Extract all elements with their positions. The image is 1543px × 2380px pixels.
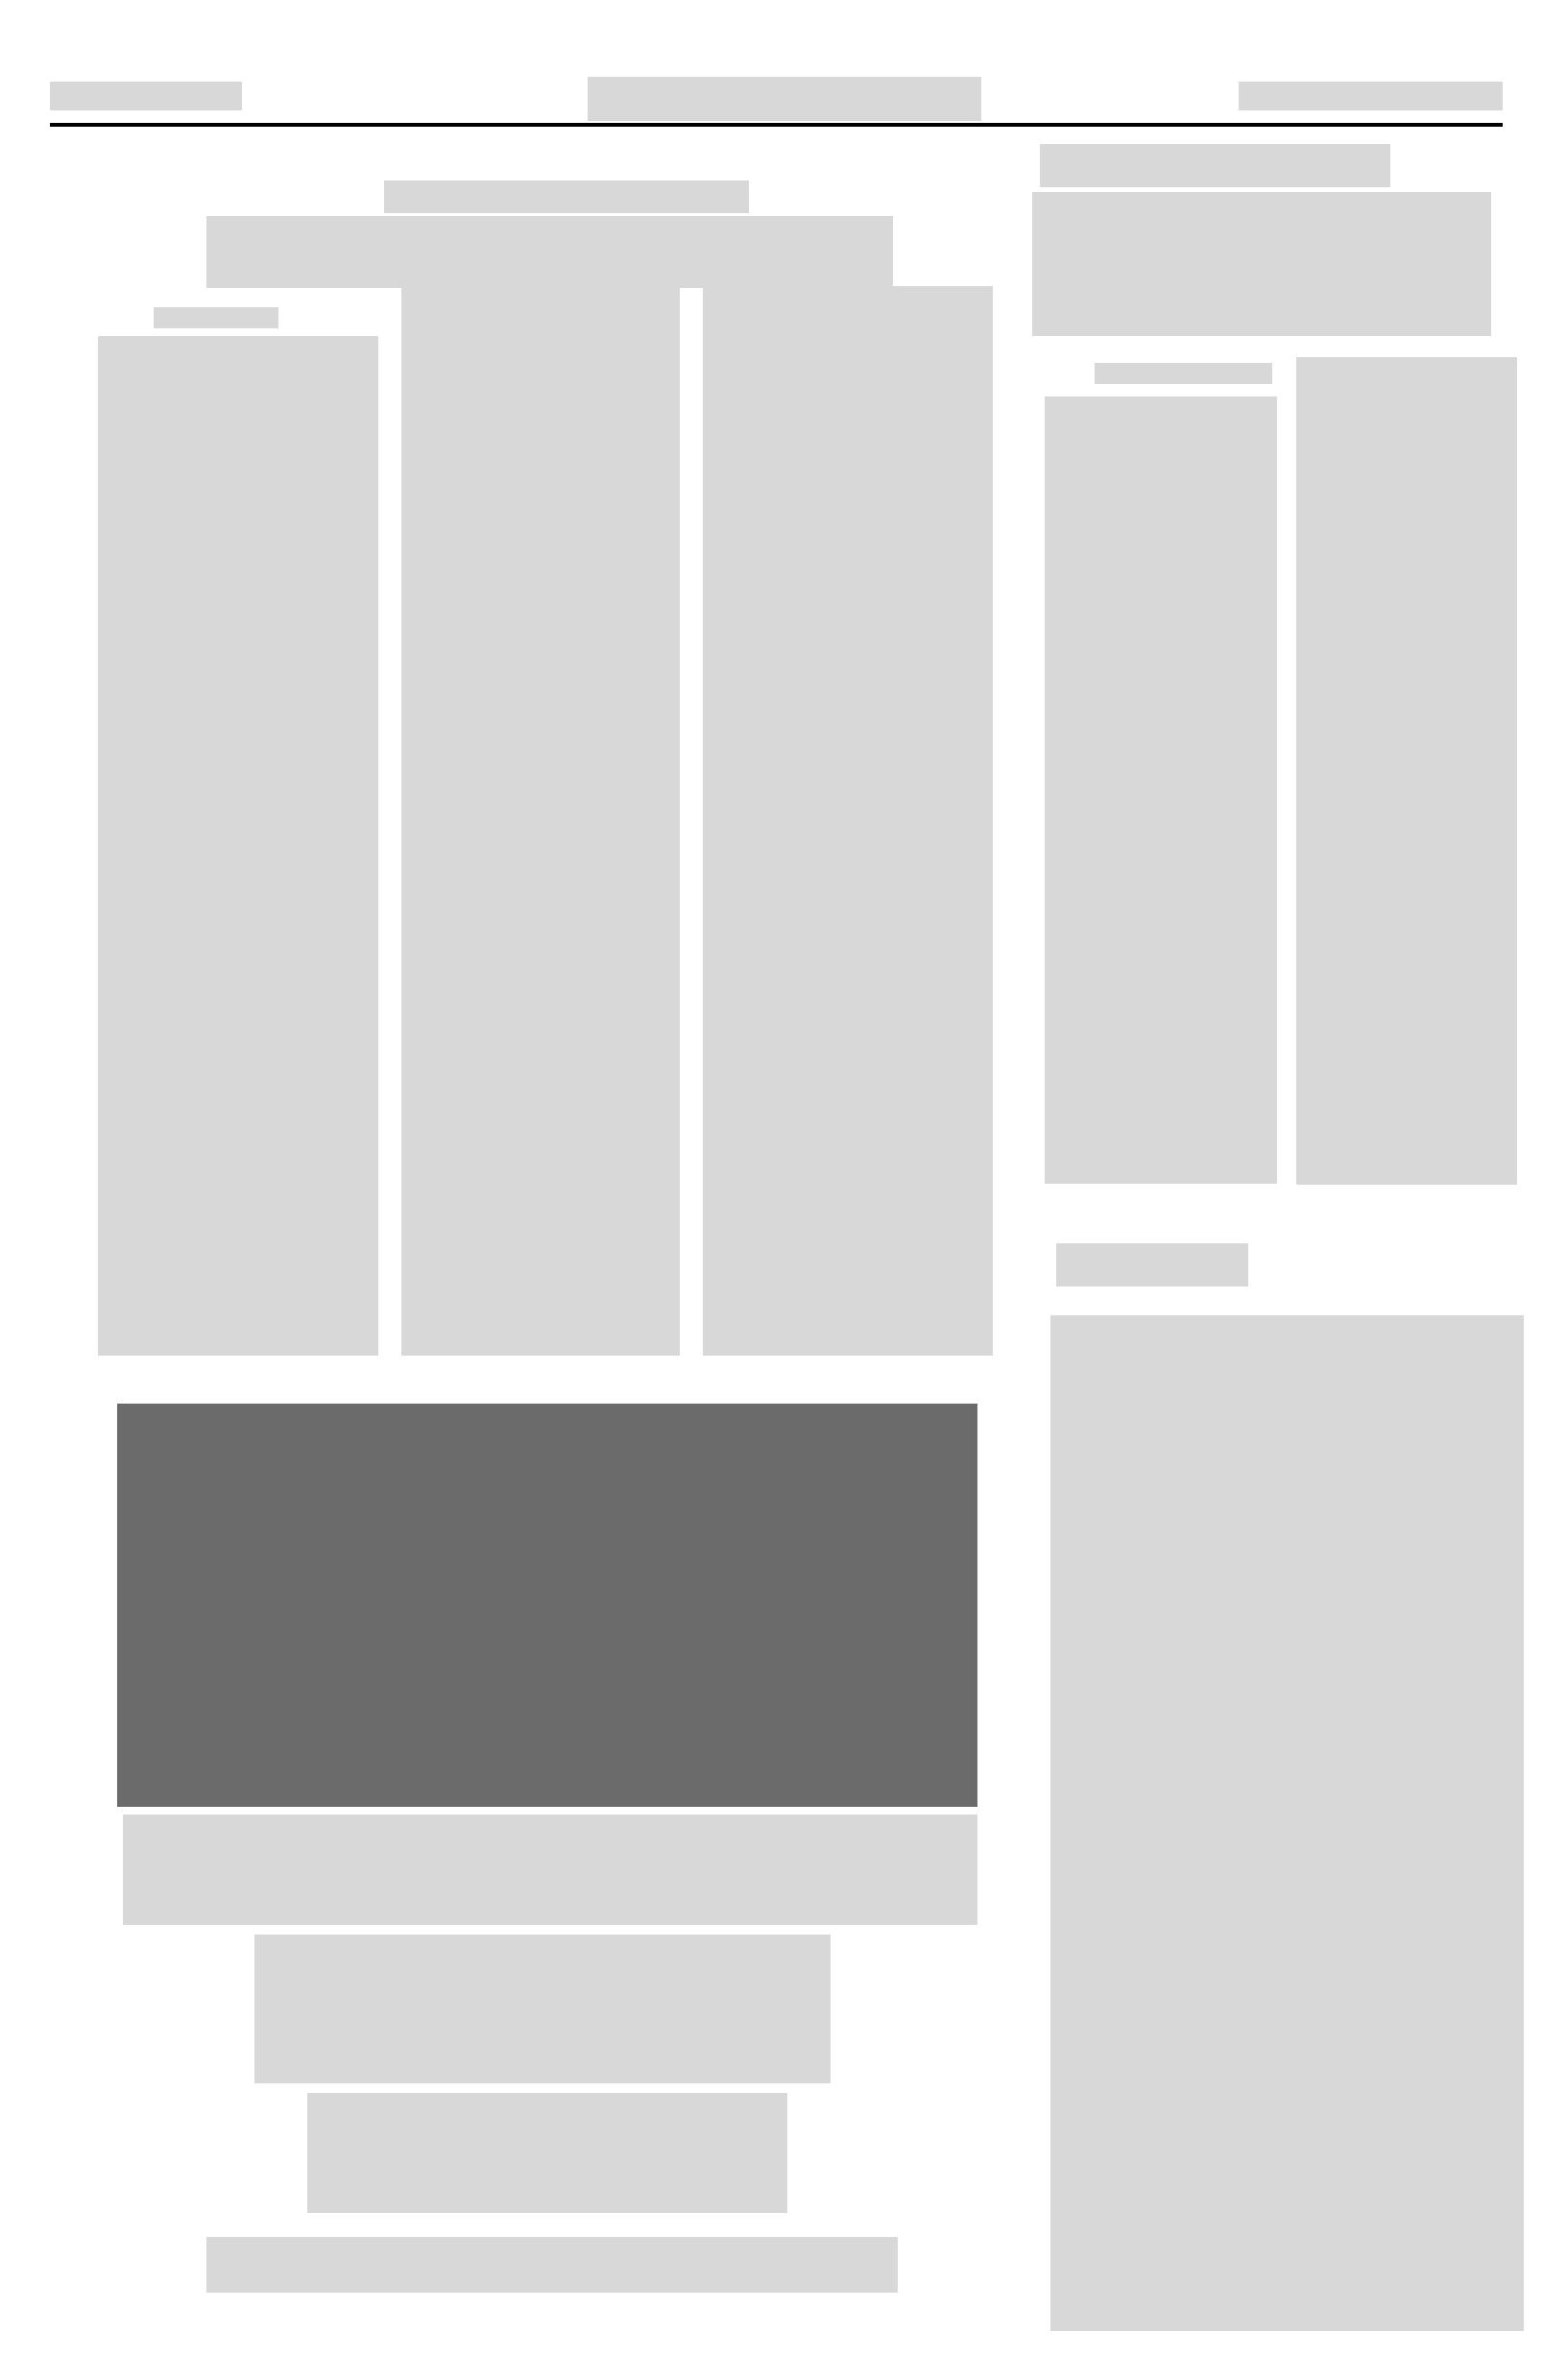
advertisement-slogan <box>123 1815 977 1925</box>
advertisement-logo <box>254 1935 831 2083</box>
advertisement-subscription <box>206 2237 898 2293</box>
side-article-kicker <box>1040 144 1390 187</box>
main-article-column-1 <box>98 336 378 1356</box>
side-article-column-1 <box>1045 397 1277 1184</box>
main-article-column-3 <box>703 286 993 1356</box>
side-article-column-2 <box>1296 357 1517 1185</box>
header-title <box>588 77 981 121</box>
header-left <box>50 82 242 110</box>
agenda-listing <box>1050 1315 1524 2331</box>
main-article-column-2 <box>401 286 680 1356</box>
advertisement-tagline <box>307 2093 787 2213</box>
side-article-byline <box>1095 363 1272 384</box>
main-article-kicker <box>384 180 749 213</box>
header-rule <box>50 123 1503 127</box>
agenda-heading <box>1056 1243 1248 1286</box>
advertisement-photo <box>117 1404 977 1807</box>
main-article-byline <box>154 307 278 328</box>
header-right <box>1239 82 1503 110</box>
main-article-headline <box>206 216 893 288</box>
side-article-headline <box>1032 192 1491 336</box>
